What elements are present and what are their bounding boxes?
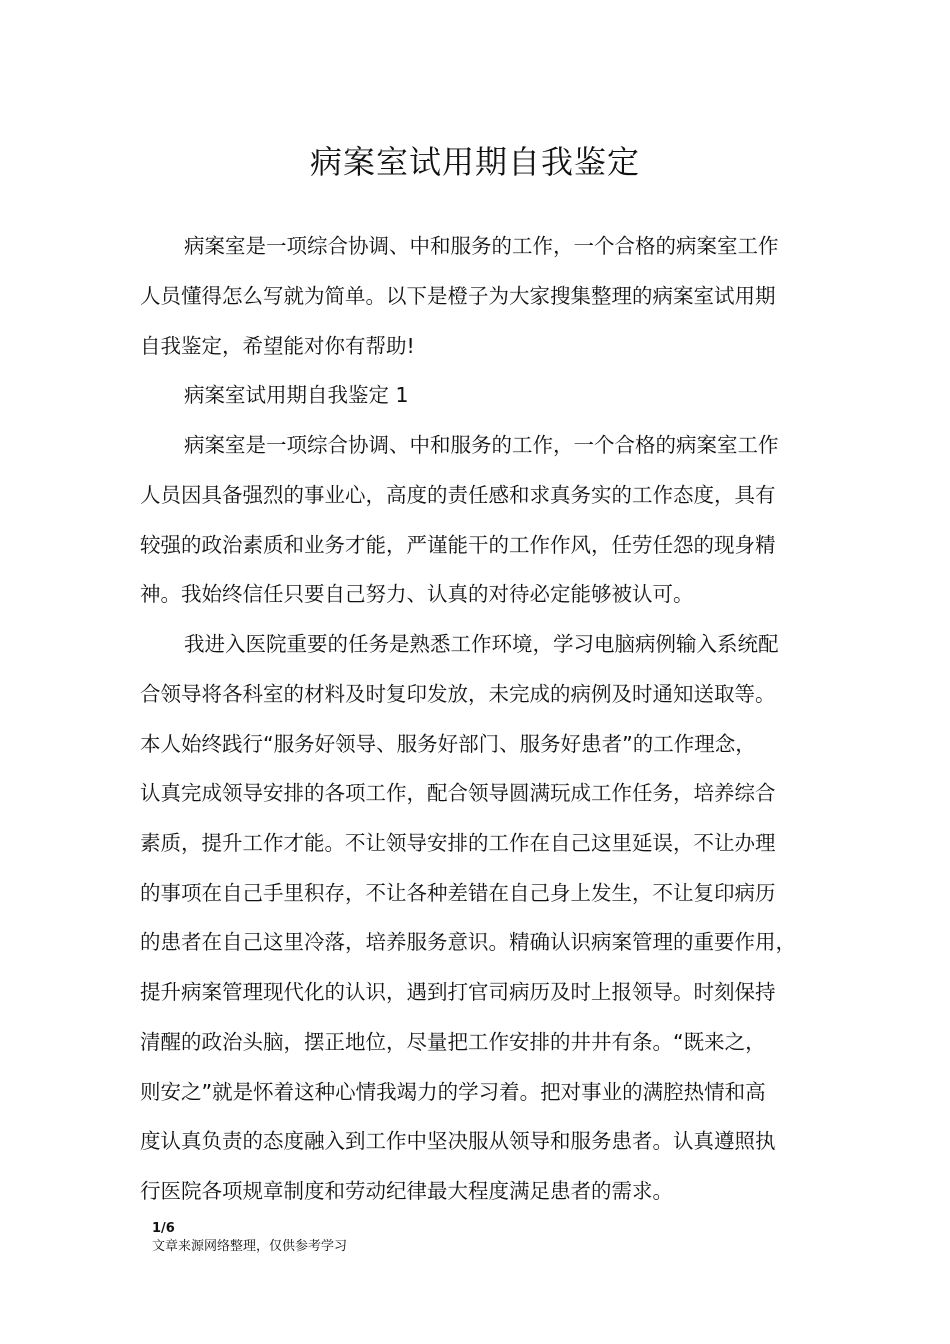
paragraph-line: 素质，提升工作才能。不让领导安排的工作在自己这里延误，不让办理 (140, 831, 776, 855)
paragraph-line: 的患者在自己这里冷落，培养服务意识。精确认识病案管理的重要作用， (140, 930, 796, 954)
paragraph-line: 度认真负责的态度融入到工作中坚决服从领导和服务患者。认真遵照执 (140, 1129, 776, 1153)
paragraph-line: 提升病案管理现代化的认识，遇到打官司病历及时上报领导。时刻保持 (140, 980, 776, 1004)
paragraph-line: 认真完成领导安排的各项工作，配合领导圆满玩成工作任务，培养综合 (140, 781, 776, 805)
page-number: 1/6 (152, 1221, 175, 1236)
source-note: 文章来源网络整理，仅供参考学习 (152, 1239, 348, 1254)
intro-line: 自我鉴定，希望能对你有帮助! (140, 334, 415, 358)
paragraph-line: 的事项在自己手里积存，不让各种差错在自己身上发生，不让复印病历 (140, 881, 776, 905)
page-title: 病案室试用期自我鉴定 (309, 143, 640, 181)
intro-line: 病案室是一项综合协调、中和服务的工作，一个合格的病案室工作 (184, 234, 779, 258)
paragraph-line: 较强的政治素质和业务才能，严谨能干的工作作风，任劳任怨的现身精 (140, 533, 776, 557)
intro-line: 人员懂得怎么写就为简单。以下是橙子为大家搜集整理的病案室试用期 (140, 284, 776, 308)
paragraph-line: 本人始终践行“服务好领导、服务好部门、服务好患者”的工作理念， (140, 732, 756, 756)
section-heading: 病案室试用期自我鉴定 1 (184, 383, 409, 407)
paragraph-line: 人员因具备强烈的事业心，高度的责任感和求真务实的工作态度，具有 (140, 483, 776, 507)
paragraph-line: 则安之”就是怀着这种心情我竭力的学习着。把对事业的满腔热情和高 (140, 1080, 766, 1104)
paragraph-line: 行医院各项规章制度和劳动纪律最大程度满足患者的需求。 (140, 1179, 673, 1203)
paragraph-line: 病案室是一项综合协调、中和服务的工作，一个合格的病案室工作 (184, 433, 779, 457)
paragraph-line: 我进入医院重要的任务是熟悉工作环境，学习电脑病例输入系统配 (184, 632, 779, 656)
paragraph-line: 清醒的政治头脑，摆正地位，尽量把工作安排的井井有条。“既来之， (140, 1030, 766, 1054)
paragraph-line: 合领导将各科室的材料及时复印发放，未完成的病例及时通知送取等。 (140, 682, 776, 706)
paragraph-line: 神。我始终信任只要自己努力、认真的对待必定能够被认可。 (140, 582, 694, 606)
